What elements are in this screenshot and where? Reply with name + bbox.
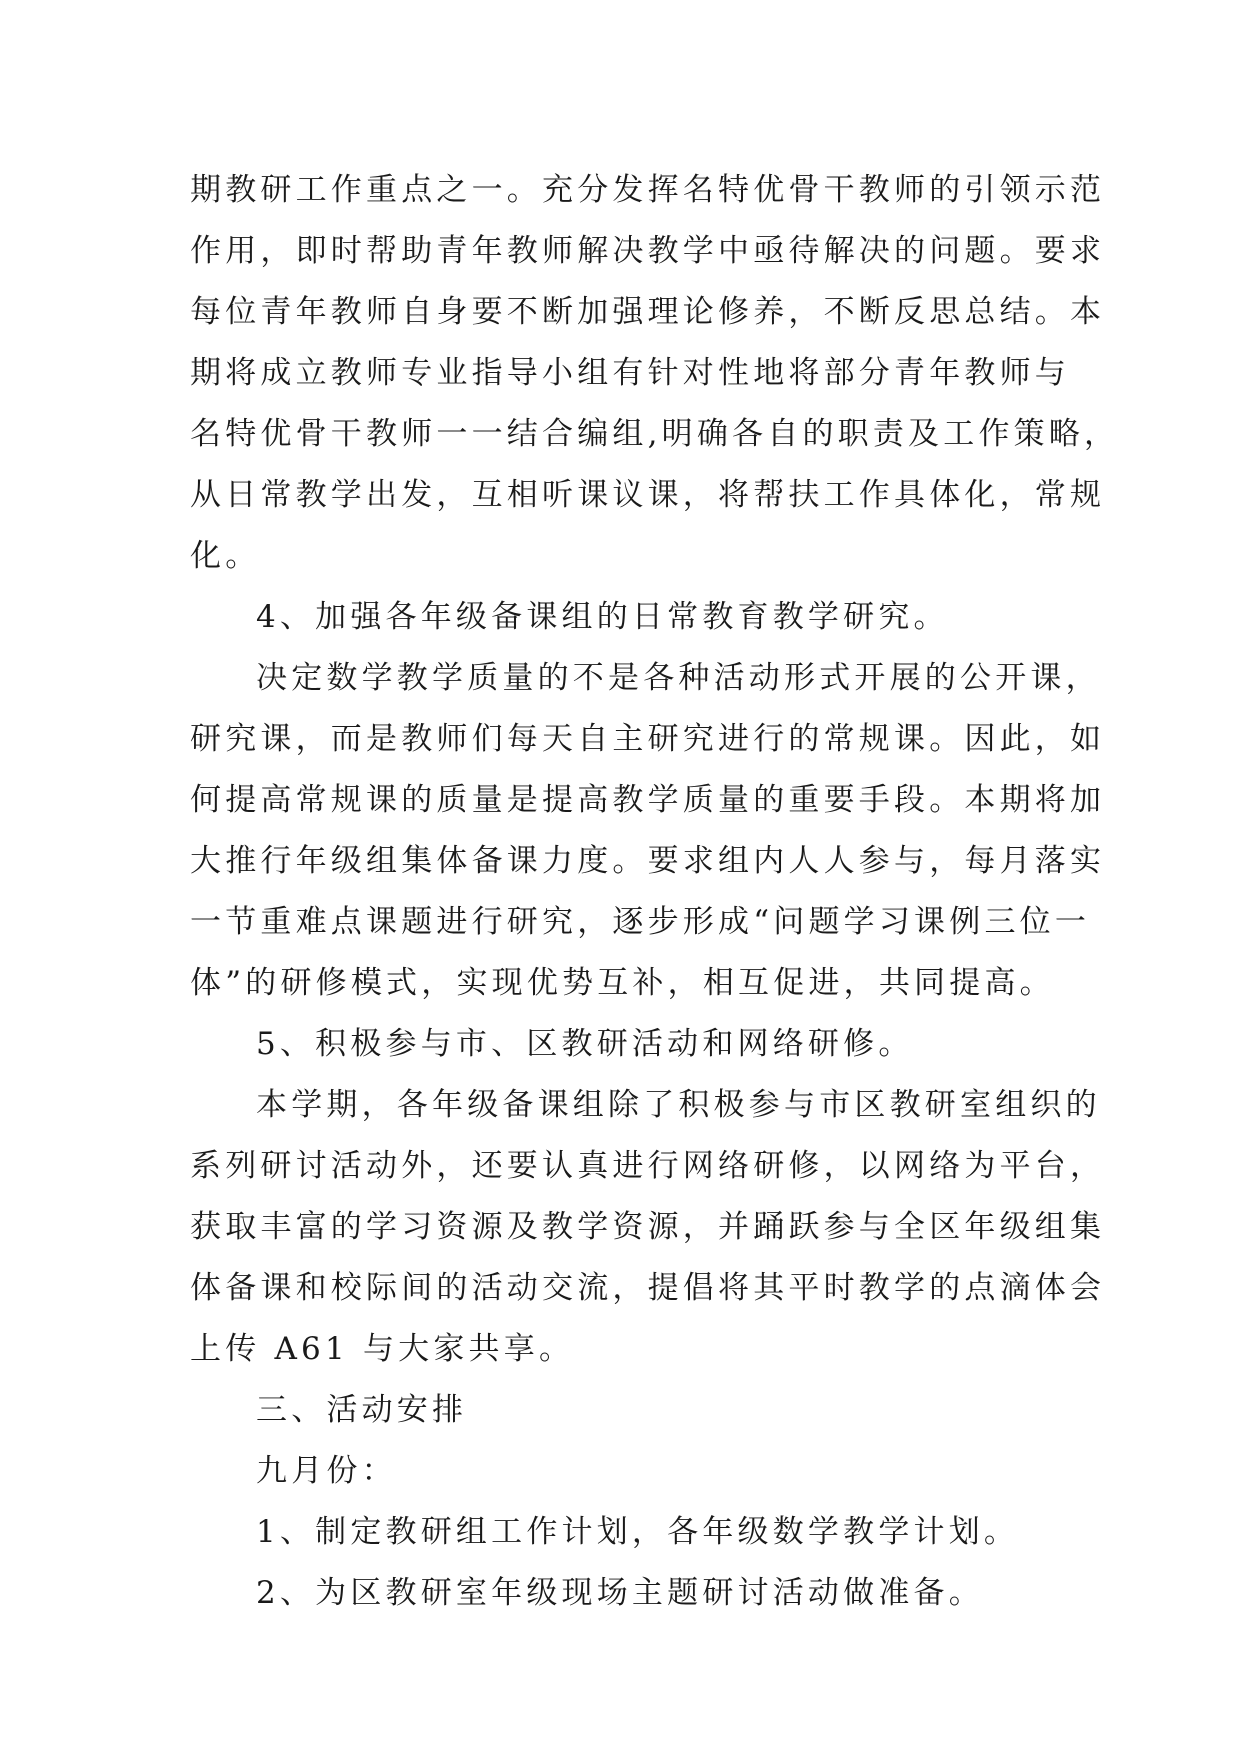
- text-line: 作用，即时帮助青年教师解决教学中亟待解决的问题。要求: [190, 233, 1106, 269]
- text-line: 本学期，各年级备课组除了积极参与市区教研室组织的: [256, 1087, 1101, 1123]
- text-line: 5、积极参与市、区教研活动和网络研修。: [256, 1026, 914, 1062]
- text-line: 上传 A61 与大家共享。: [190, 1331, 575, 1367]
- text-line: 每位青年教师自身要不断加强理论修养，不断反思总结。本: [190, 294, 1106, 330]
- text-line: 决定数学教学质量的不是各种活动形式开展的公开课，: [256, 660, 1101, 696]
- text-line: 三、活动安排: [256, 1392, 468, 1428]
- text-line: 化。: [190, 538, 261, 574]
- text-line: 一节重难点课题进行研究，逐步形成“问题学习课例三位一: [190, 904, 1091, 940]
- text-line: 获取丰富的学习资源及教学资源，并踊跃参与全区年级组集: [190, 1209, 1106, 1245]
- text-line: 2、为区教研室年级现场主题研讨活动做准备。: [256, 1575, 984, 1611]
- text-line: 体”的研修模式，实现优势互补，相互促进，共同提高。: [190, 965, 1055, 1001]
- text-line: 体备课和校际间的活动交流，提倡将其平时教学的点滴体会: [190, 1270, 1106, 1306]
- text-line: 系列研讨活动外，还要认真进行网络研修，以网络为平台，: [190, 1148, 1106, 1184]
- text-line: 从日常教学出发，互相听课议课，将帮扶工作具体化，常规: [190, 477, 1106, 513]
- text-line: 研究课，而是教师们每天自主研究进行的常规课。因此，如: [190, 721, 1106, 757]
- text-line: 4、加强各年级备课组的日常教育教学研究。: [256, 599, 949, 635]
- text-line: 1、制定教研组工作计划，各年级数学教学计划。: [256, 1514, 1020, 1550]
- text-line: 大推行年级组集体备课力度。要求组内人人参与，每月落实: [190, 843, 1106, 879]
- text-line: 期教研工作重点之一。充分发挥名特优骨干教师的引领示范: [190, 172, 1106, 208]
- text-line: 名特优骨干教师一一结合编组,明确各自的职责及工作策略，: [190, 416, 1120, 452]
- document-body: [190, 160, 1120, 1624]
- text-line: 期将成立教师专业指导小组有针对性地将部分青年教师与: [190, 355, 1070, 391]
- text-line: 九月份：: [256, 1453, 397, 1489]
- text-line: 何提高常规课的质量是提高教学质量的重要手段。本期将加: [190, 782, 1106, 818]
